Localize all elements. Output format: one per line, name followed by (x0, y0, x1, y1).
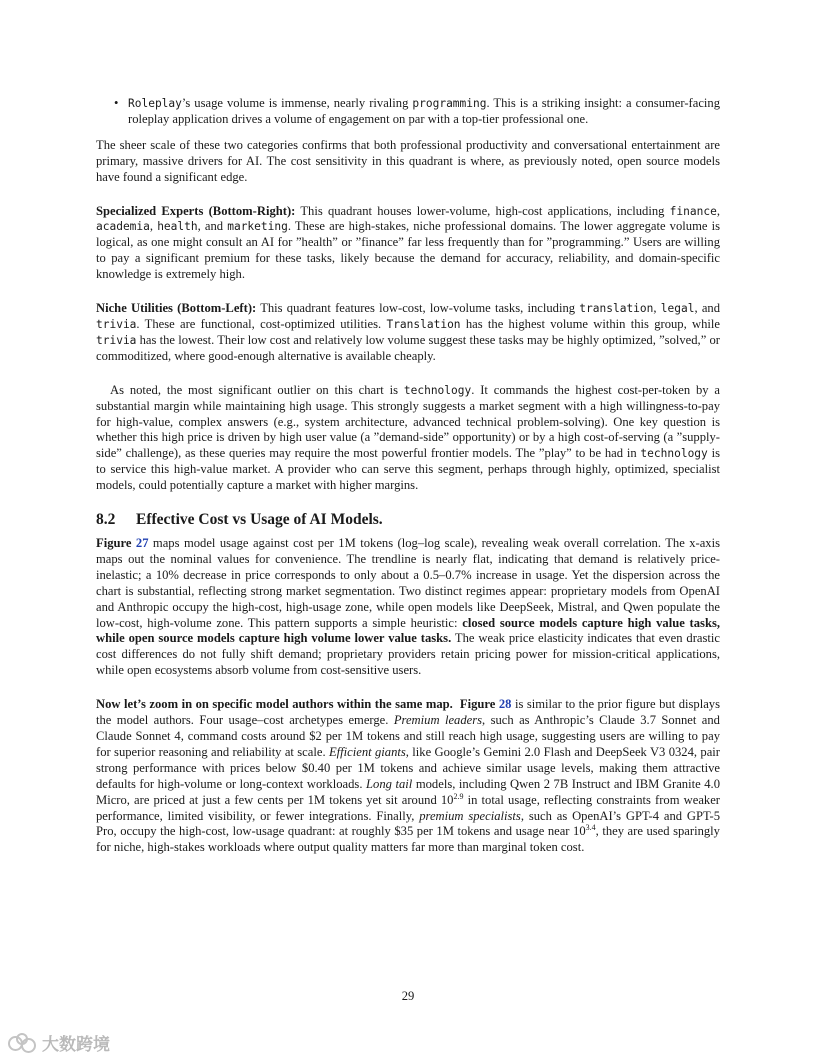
watermark (8, 1030, 110, 1055)
paragraph-figure-27: Figure 27 maps model usage against cost per 1M tokens (log–log scale), revealing weak overall correlation. The x-axis maps out the nominal values for convenience. The trendline is nearly flat, indicating that demand is relatively price-inelastic; a 10% decrease in price corresponds to only about a 0.5–0.7% increase in usage. Yet the dispersion across the chart is substantial, reflecting strong market segmentation. Two distinct regimes appear: proprietary models from OpenAI and Anthropic occupy the high-cost, high-usage zone, while open models like DeepSeek, Mistral, and Qwen populate the low-cost, high-volume zone. This pattern supports a simple heuristic: closed source models capture high value tasks, while open source models capture high volume lower value tasks. The weak price elasticity indicates that even drastic cost differences do not fully shift demand; proprietary providers retain pricing power for mission-critical applications, while open ecosystems absorb volume from cost-sensitive users. (96, 536, 720, 678)
bullet-list (96, 96, 720, 128)
paragraph-heading: Specialized Experts (Bottom-Right): (96, 203, 296, 218)
paragraph-technology-outlier: As noted, the most significant outlier on this chart is technology. It commands the highest cost-per-token by a substantial margin while maintaining high usage. This strongly suggests a market segment with a high willingness-to-pay for high-value, complex answers (e.g., system architecture, advanced technical problem-solving). One key question is whether this high price is driven by high user value (a ”demand-side” opportunity) or by a high cost-of-serving (a ”supply-side” challenge), as these queries may require the most powerful frontier models. The ”play” to be had in technology is to service this high-value market. A provider who can serve this segment, perhaps through highly, optimized, specialist models, could potentially capture a market with higher margins. (96, 382, 720, 493)
code-term: Roleplay (128, 97, 182, 110)
page-number: 29 (401, 989, 415, 1003)
paragraph-heading: Now let’s zoom in on specific model authors within the same map. (96, 697, 453, 712)
figure-27-link[interactable]: 27 (135, 536, 149, 551)
paragraph-niche-utilities: Niche Utilities (Bottom-Left): This quadrant features low-cost, low-volume tasks, including translation, legal, and trivia. These are functional, cost-optimized utilities. Translation has the highest volume within this group, while trivia has the lowest. Their low cost and relatively low volume suggest these tasks may be highly optimized, ”solved,” or commoditized, where good-enough alternative is available cheaply. (96, 301, 721, 363)
paragraph-specialized-experts: Specialized Experts (Bottom-Right): This quadrant houses lower-volume, high-cost applications, including finance, academia, health, and marketing. These are high-stakes, niche professional domains. The lower aggregate volume is logical, as one might consult an AI for ”health” or ”finance” far less frequently than for ”programming.” Users are willing to pay a significant premium for these tasks, likely because the demand for accuracy, reliability, and domain-specific knowledge is extremely high. (96, 203, 720, 282)
paragraph-figure-28: Now let’s zoom in on specific model authors within the same map. Figure 28 is similar to the prior figure but displays the model authors. Four usage–cost archetypes emerge. Premium leaders, such as Anthropic’s Claude 3.7 Sonnet and Claude Sonnet 4, command costs around $2 per 1M tokens and still reach high usage, suggesting users are willing to pay for superior reasoning and reliability at scale. Efficient giants, like Google’s Gemini 2.0 Flash and DeepSeek V3 0324, pair strong performance with prices below $0.40 per 1M tokens and achieve similar usage levels, making them attractive defaults for high-volume or long-context workloads. Long tail models, including Qwen 2 7B Instruct and IBM Granite 4.0 Micro, are priced at just a few cents per 1M tokens yet sit around $10^{2.9}$ in total usage, reflecting constraints from weaker performance, limited visibility, or fewer integrations. Finally, premium specialists, such as OpenAI’s GPT-4 and GPT-5 Pro, occupy the high-cost, low-usage quadrant: at roughly $35 per 1M tokens and usage near $10^{3.4}$, they are used sparingly for niche, high-stakes workloads where output quality matters far more than marginal token cost. (96, 697, 721, 855)
paragraph-scale: The sheer scale of these two categories confirms that both professional productivity and conversational entertainment are primary, massive drivers for AI. The cost sensitivity in this quadrant is where, as previously noted, open source models have found a significant edge. (96, 137, 720, 184)
paragraph-heading: Niche Utilities (Bottom-Left): (96, 301, 257, 316)
section-number: 8.2 (96, 511, 116, 529)
rings-logo-icon (8, 1033, 38, 1053)
section-heading (96, 510, 720, 530)
page-body (96, 96, 720, 856)
figure-28-link[interactable]: 28 (498, 697, 512, 712)
watermark-text: 大数跨境 (42, 1035, 110, 1055)
code-term: programming (412, 97, 487, 110)
bullet-roleplay: • Roleplay’s usage volume is immense, nearly rivaling programming. This is a striking insight: a consumer-facing roleplay application drives a volume of engagement on par with a top-tier professional one. (128, 96, 720, 128)
bold-heuristic: closed source models capture high value tasks, while open source models capture high volume lower value tasks. (96, 615, 720, 646)
section-title: Effective Cost vs Usage of AI Models. (136, 511, 383, 529)
